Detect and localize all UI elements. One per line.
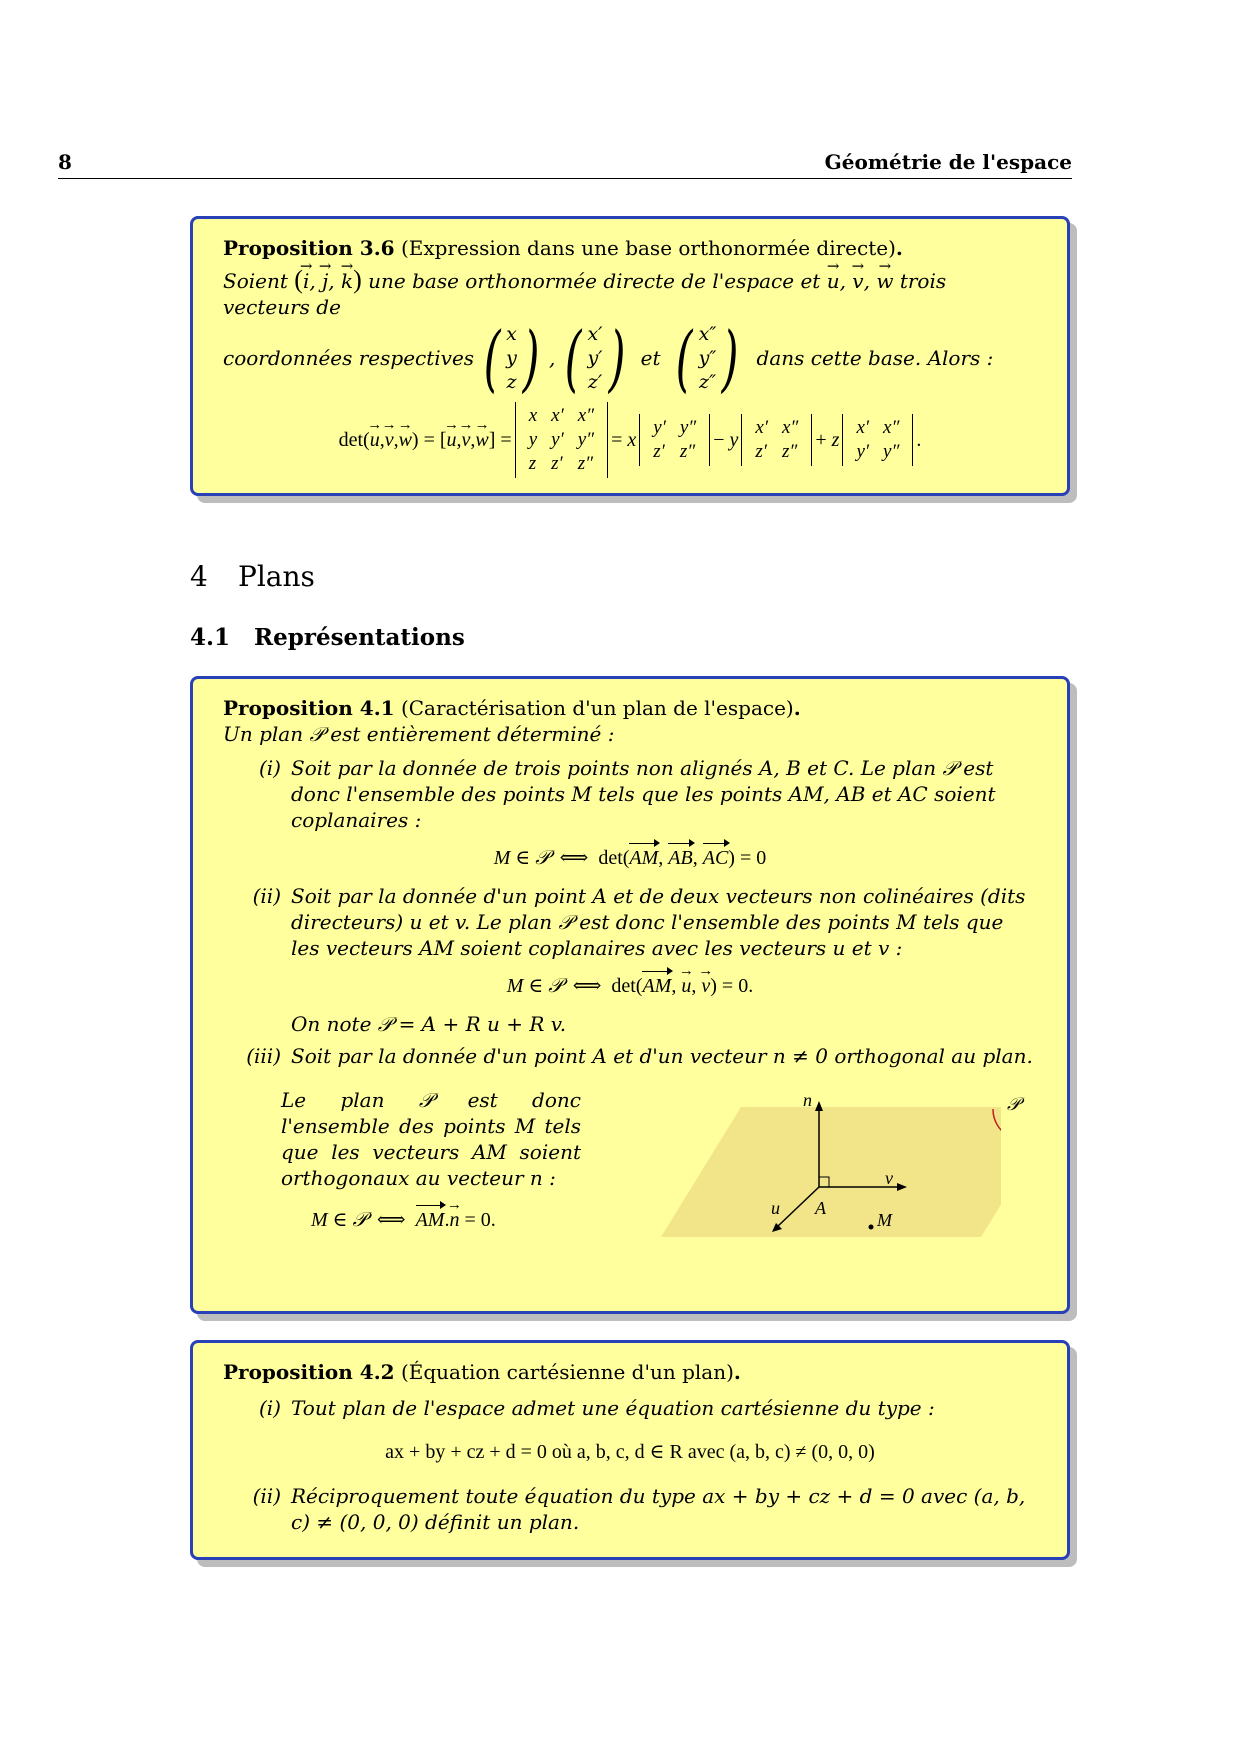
proposition-heading: Proposition 4.2 (Équation cartésienne d'un plan). <box>223 1360 741 1384</box>
proposition-heading: Proposition 4.1 (Caractérisation d'un plan de l'espace). <box>223 696 801 720</box>
column-vector-w: ( x″ y″ z″ ) <box>676 316 739 400</box>
column-vector-v: ( x′ y′ z′ ) <box>564 316 625 400</box>
page-number: 8 <box>58 150 72 174</box>
proposition-label: Proposition 4.2 <box>223 1360 395 1384</box>
proposition-4-2-box <box>190 1340 1070 1560</box>
plane-shape <box>661 1107 1001 1237</box>
equation-i: M ∈ 𝒫 ⟺ det(AM, AB, AC) = 0 <box>493 847 767 869</box>
column-vector-u: ( x y z ) <box>483 316 540 400</box>
determinant-formula: det( → u , → v , → w ) = [ → u , → v , → w ] = x x′ x″ y y′ y″ z z′ z″ = x y′ y″ z′ z″ − y x′ x″ z′ z″ + z x′ x″ y′ y″ . <box>223 402 1037 478</box>
proposition-label: Proposition 3.6 <box>223 236 395 260</box>
label-A: A <box>815 1198 826 1218</box>
statement-text-2: trois vecteurs de <box>223 269 947 319</box>
coords-lead-text: coordonnées respectives <box>223 346 475 370</box>
proposition-title: (Caractérisation d'un plan de l'espace) <box>400 696 794 720</box>
label-n: n <box>803 1090 812 1110</box>
list-item: (i) Soit par la donnée de trois points non alignés A, B et C. Le plan 𝒫 est donc l'ensemble des points M tels que les points AM, AB et AC soient coplanaires : <box>258 756 996 832</box>
proposition-3-6-box <box>190 216 1070 496</box>
label-v: v <box>885 1168 893 1188</box>
proposition-4-1-box <box>190 676 1070 1314</box>
coordinates-line: coordonnées respectives ( x y z ) , ( x′ y′ z′ ) et ( x″ y″ z″ ) dans cette base. Alors : <box>223 316 994 400</box>
plane-normal-section <box>223 1087 1037 1233</box>
det-minor-2: x′ x″ z′ z″ <box>741 414 812 466</box>
equation-iii: M ∈ 𝒫 ⟺ AM.→ n = 0. <box>311 1207 581 1233</box>
statement-text-1: une base orthonormée directe de l'espace et <box>368 269 821 293</box>
list-item: (iii) Soit par la donnée d'un point A et d'un vecteur n ≠ 0 orthogonal au plan. <box>246 1044 1033 1068</box>
soient-text: Soient <box>223 269 288 293</box>
proposition-title: (Expression dans une base orthonormée directe) <box>400 236 896 260</box>
plane-figure <box>581 1087 1037 1233</box>
list-item: (i) Tout plan de l'espace admet une équation cartésienne du type : <box>258 1396 935 1420</box>
label-u: u <box>771 1198 780 1218</box>
running-title: Géométrie de l'espace <box>824 150 1072 174</box>
normal-arrowhead <box>815 1101 823 1111</box>
det-3x3: x x′ x″ y y′ y″ z z′ z″ <box>515 402 608 478</box>
proposition-intro: Un plan 𝒫 est entièrement déterminé : <box>223 722 615 746</box>
page-header <box>58 150 1072 179</box>
section-heading-4: 4 Plans <box>190 560 315 593</box>
note-line: On note 𝒫 = A + R u + R v. <box>291 1012 567 1036</box>
label-M: M <box>877 1210 892 1230</box>
proposition-heading: Proposition 3.6 (Expression dans une base orthonormée directe). <box>223 236 903 260</box>
label-P: 𝒫 <box>1007 1094 1020 1114</box>
proposition-title: (Équation cartésienne d'un plan) <box>400 1360 734 1384</box>
plane-diagram <box>581 1087 1001 1247</box>
et-text: et <box>640 346 661 370</box>
list-item: (ii) Soit par la donnée d'un point A et de deux vecteurs non colinéaires (dits directeurs) u et v. Le plan 𝒫 est donc l'ensemble des points M tels que les vecteurs AM soient coplanaires avec les vecteurs u et v : <box>252 884 1026 960</box>
point-M <box>869 1225 874 1230</box>
det-minor-3: x′ x″ y′ y″ <box>842 414 913 466</box>
det-minor-1: y′ y″ z′ z″ <box>639 414 710 466</box>
list-item: (ii) Réciproquement toute équation du type ax + by + cz + d = 0 avec (a, b, c) ≠ (0, 0, 0) définit un plan. <box>252 1484 1026 1534</box>
normal-description: Le plan 𝒫 est donc l'ensemble des points M tels que les vecteurs AM soient orthogonaux au vecteur n : M ∈ 𝒫 ⟺ AM.→ n = 0. <box>281 1087 581 1233</box>
coords-tail-text: dans cette base. Alors : <box>756 346 994 370</box>
cartesian-equation: ax + by + cz + d = 0 où a, b, c, d ∈ R avec (a, b, c) ≠ (0, 0, 0) <box>385 1441 875 1463</box>
proposition-label: Proposition 4.1 <box>223 696 395 720</box>
section-heading-4-1: 4.1 Représentations <box>190 624 465 651</box>
equation-ii: M ∈ 𝒫 ⟺ det(AM, → u, → v) = 0. <box>223 973 1037 999</box>
proposition-statement: Soient (→ i, → j, → k) une base orthonormée directe de l'espace et → u, → v, → w trois vecteurs de <box>223 267 1037 320</box>
